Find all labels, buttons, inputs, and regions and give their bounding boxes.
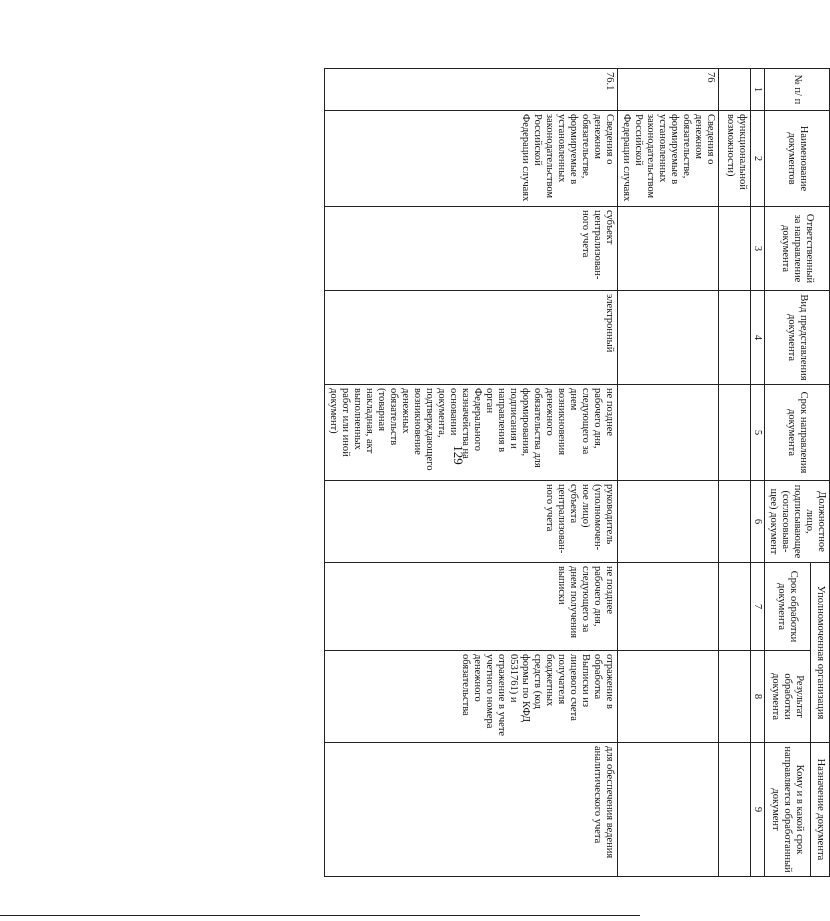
header-responsible: Ответственный за направление документа	[765, 207, 830, 291]
cell-number: 76.1	[325, 69, 618, 111]
cell-recipient	[618, 743, 719, 877]
cell-signatory: руководитель (уполномочен-ное лицо) субъекта централизован-ного учета	[325, 481, 618, 563]
column-number: 6	[751, 481, 765, 563]
header-document-name: Наименование документов	[765, 111, 830, 207]
cell-responsible	[618, 207, 719, 291]
scan-edge-line	[0, 915, 640, 916]
cell-processing-result: отражение в обработка Выписки из лицевого счета получателя бюджетных средств (код формы по КФД 0531761) и отражение в учете учетного номера денежного обязательства	[325, 651, 618, 743]
cell-processing-result	[719, 651, 751, 743]
cell-recipient	[719, 743, 751, 877]
table-row-76-1	[325, 69, 618, 877]
header-presentation-type: Вид представления документа	[765, 291, 830, 385]
header-number: № п/ п	[765, 69, 830, 111]
header-processing-deadline: Срок обработки документа	[765, 563, 811, 651]
column-number: 9	[751, 743, 765, 877]
cell-processing-deadline	[618, 563, 719, 651]
column-number: 7	[751, 563, 765, 651]
cell-processing-result	[618, 651, 719, 743]
cell-document-name: функциональной возможности)	[719, 111, 751, 207]
cell-responsible	[719, 207, 751, 291]
header-document-purpose: Назначение документа	[810, 743, 829, 877]
header-deadline: Срок направления документа	[765, 385, 830, 481]
register-table	[328, 68, 830, 876]
cell-document-name: Сведения о денежном обязательстве, формируемые в установленных законодательством Российской Федерации случаях	[325, 111, 618, 207]
column-number: 8	[751, 651, 765, 743]
document-table	[324, 68, 830, 877]
cell-presentation-type	[719, 291, 751, 385]
column-number-row	[751, 69, 765, 877]
cell-processing-deadline	[719, 563, 751, 651]
cell-signatory	[719, 481, 751, 563]
cell-deadline: не позднее рабочего дня, следующего за днем возникновения денежного обязательства для формирования, подписания и направления в орган Федерального казначейства на основании документа, подтверждающего возникновение денежных обязательств (товарная накладная, акт выполненных работ или иной документ)	[325, 385, 618, 481]
table-row-continuation	[719, 69, 751, 877]
cell-document-name: Сведения о денежном обязательстве, формируемые в установленных законодательством Российской Федерации случаях	[618, 111, 719, 207]
cell-signatory	[618, 481, 719, 563]
cell-responsible: субъект централизован-ного учета	[325, 207, 618, 291]
column-number: 1	[751, 69, 765, 111]
header-row-top	[810, 69, 829, 877]
column-number: 3	[751, 207, 765, 291]
cell-number: 76	[618, 69, 719, 111]
cell-recipient: для обеспечения ведения аналитического учета	[325, 743, 618, 877]
header-processing-result: Результат обработки документа	[765, 651, 811, 743]
cell-deadline	[618, 385, 719, 481]
page-number: 129	[451, 445, 466, 465]
cell-processing-deadline: не позднее рабочего дня, следующего за днем получения выписки	[325, 563, 618, 651]
column-number: 2	[751, 111, 765, 207]
header-recipient: Кому и в какой срок направляется обработанный документ	[765, 743, 811, 877]
cell-deadline	[719, 385, 751, 481]
header-authorized-organization: Уполномоченная организация	[810, 563, 829, 743]
table-row-76	[618, 69, 719, 877]
cell-presentation-type	[618, 291, 719, 385]
header-signatory: Должностное лицо, подписывающее (согласовыва-щее) документ	[765, 481, 830, 563]
cell-presentation-type: электронный	[325, 291, 618, 385]
cell-number	[719, 69, 751, 111]
column-number: 4	[751, 291, 765, 385]
column-number: 5	[751, 385, 765, 481]
